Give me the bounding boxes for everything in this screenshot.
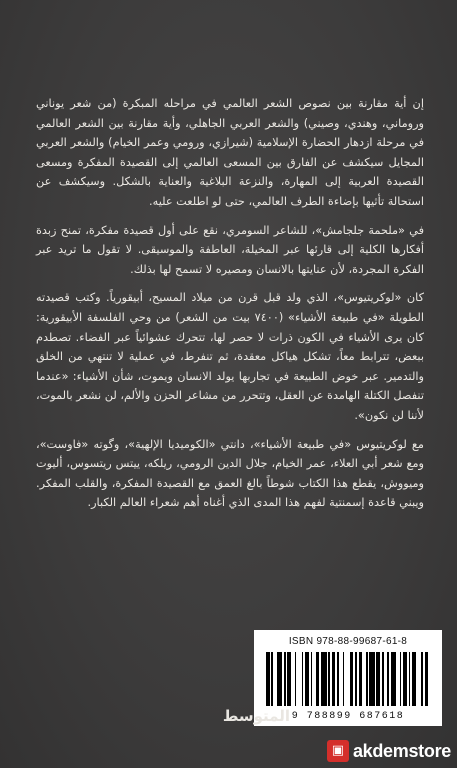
isbn-label: ISBN 978-88-99687-61-8 <box>288 636 408 647</box>
barcode-bars <box>266 652 430 706</box>
blurb-text <box>36 94 424 522</box>
book-icon: ▣ <box>327 740 349 762</box>
store-name: akdemstore <box>352 740 451 761</box>
barcode-digits: 9 788899 687618 <box>291 711 405 722</box>
paragraph: كان «لوكريتيوس»، الذي ولد قبل قرن من ميلاد المسيح، أبيقورياً. وكتب قصيدته الطويلة «في طبيعة الأشياء» (٧٤٠٠ بيت من الشعر) من وحي الفلسفة الأبيقورية: كان يرى الأشياء في الكون ذرات لا حصر لها، تتحرك عشوائياً عبر الفضاء. تصطدم ببعض، تترابط معاً، تشكل هياكل معقدة، ثم تنفرط، في عملية لا تنتهي من الخلق والتدمير. عبر خوض الطبيعة في تجاربها يولد الانسان ويموت، شأن الأشياء: «عندما تنفصل الكتلة الهامدة عن العقل، وتتحرر من مشاعر الحزن والألم، لن نشعر بالموت، لأننا لن نكون». <box>35 291 424 422</box>
paragraph: إن أية مقارنة بين نصوص الشعر العالمي في مراحله المبكرة (من شعر يوناني وروماني، وهندي، وصيني) والشعر العربي الجاهلي، وأية مقارنة بين الشعر العالمي في مرحلة ازدهار الحضارة الإسلامية (شيرازي، ورومي وعمر الخيام) والشعر العربي المجايل سيكشف عن الفارق بين المسعى العالمي إلى القصيدة المفكرة ومسعى القصيدة العربية إلى المهارة، والنزعة البلاغية والعناية بالشكل. وسيكشف عن استحالة تأثيها بإضاءة الطرف العالمي، حتى لو اطلعت عليه. <box>36 97 424 208</box>
publisher-logo: المتوسط <box>222 707 290 725</box>
paragraph: في «ملحمة جلجامش»، للشاعر السومري، نقع على أول قصيدة مفكرة، تمنح زبدة أفكارها الكلية إلى قارئها عبر المخيلة، العاطفة والموسيقى. لا تقول ما تريد عبر الفكرة المجردة، لأن عنايتها بالانسان ومصيره لا تسمح لها بذلك. <box>36 223 424 276</box>
paragraph: مع لوكريتيوس «في طبيعة الأشياء»، دانتي «الكوميديا الإلهية»، وگوته «فاوست»، ومع شعر أبي العلاء، عمر الخيام، جلال الدين الرومي، ريلكه، ييتس ريتسوس، أليوت وميووش، يقطع هذا الكتاب شوطاً بالغ العمق مع القصيدة المفكرة، والقلب المفكر. ويبني قاعدة إسمنتية لفهم هذا المدى الذي أغناه أهم شعراء العالم الكبار. <box>36 437 424 510</box>
store-watermark[interactable] <box>327 740 451 762</box>
